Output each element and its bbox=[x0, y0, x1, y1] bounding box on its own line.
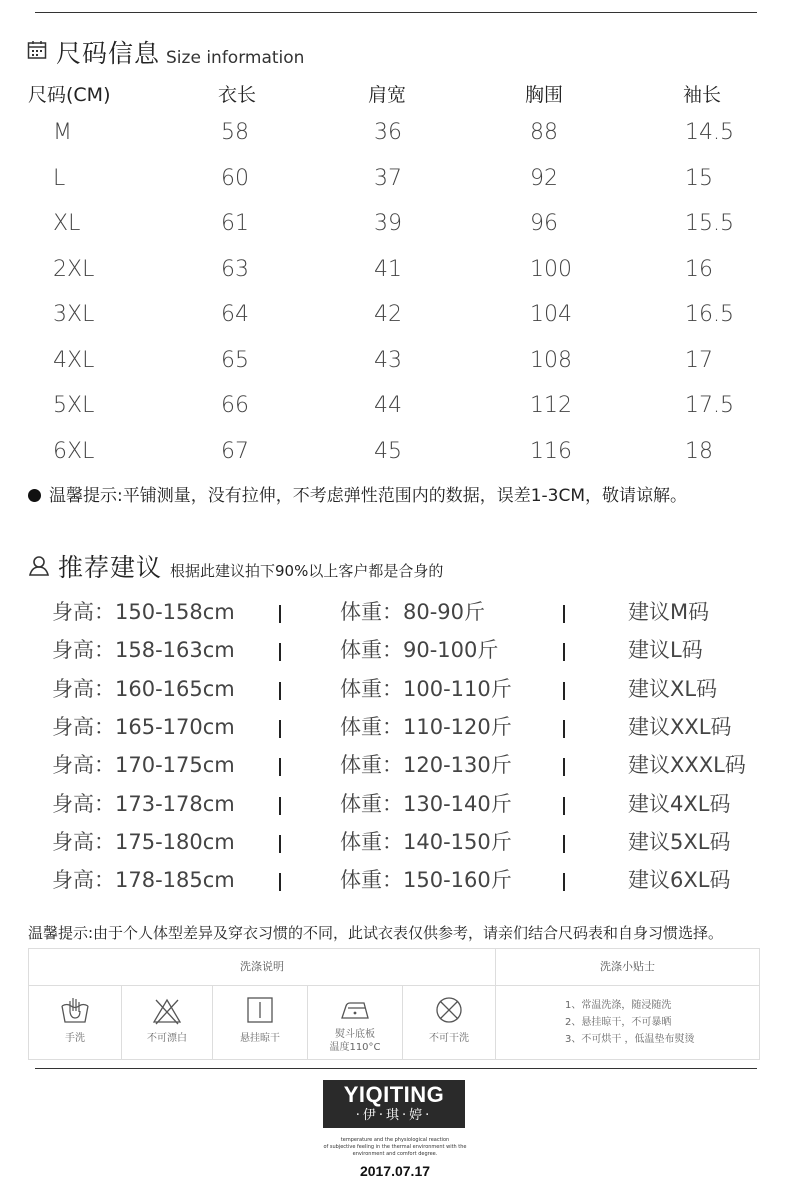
size-tip-text: 温馨提示:平铺测量，没有拉伸，不考虑弹性范围内的数据，误差1-3CM，敬请谅解。 bbox=[49, 486, 688, 506]
cell-sleeve: 16.5 bbox=[685, 302, 734, 327]
recommend-row bbox=[0, 749, 790, 785]
washing-tips bbox=[565, 997, 695, 1048]
recommend-size: 建议6XL码 bbox=[628, 868, 731, 893]
divider-bar bbox=[563, 605, 565, 623]
no-dry-clean-icon bbox=[434, 995, 464, 1025]
cell-size: XL bbox=[53, 211, 81, 236]
hang-dry-icon bbox=[246, 996, 274, 1024]
recommend-height: 身高：150-158cm bbox=[52, 600, 235, 624]
recommend-size: 建议5XL码 bbox=[628, 829, 731, 854]
recommend-size: 建议L码 bbox=[628, 638, 703, 663]
cell-size: 2XL bbox=[53, 256, 95, 282]
recommend-height: 身高：170-175cm bbox=[52, 753, 235, 778]
recommend-row bbox=[0, 826, 790, 862]
recommend-size: 建议XXL码 bbox=[628, 714, 732, 739]
cell-length: 60 bbox=[221, 165, 249, 191]
cell-sleeve: 17 bbox=[685, 347, 713, 373]
washing-header-right: 洗涤小贴士 bbox=[496, 949, 759, 986]
cell-sleeve: 18 bbox=[685, 438, 713, 464]
recommend-row bbox=[0, 711, 790, 747]
iron-label-1: 熨斗底板 bbox=[335, 1029, 375, 1040]
divider-bar bbox=[563, 682, 565, 700]
recommend-weight: 体重：120-130斤 bbox=[340, 753, 512, 778]
cell-length: 58 bbox=[221, 120, 249, 145]
size-row bbox=[28, 348, 768, 388]
iron-label-2: 温度110°C bbox=[329, 1042, 381, 1053]
divider-bar bbox=[279, 720, 281, 738]
iron-icon bbox=[338, 996, 372, 1024]
cell-length: 67 bbox=[221, 438, 249, 464]
size-row bbox=[28, 302, 768, 342]
hand-wash-icon bbox=[59, 994, 91, 1026]
divider-bar bbox=[279, 873, 281, 891]
size-title-cn: 尺码信息 bbox=[56, 39, 161, 68]
symbol-label: 手洗 bbox=[65, 1033, 85, 1044]
divider-bar bbox=[279, 835, 281, 853]
bullet-icon bbox=[28, 489, 41, 502]
cell-chest: 88 bbox=[530, 120, 558, 145]
header-length: 衣长 bbox=[218, 84, 257, 106]
recommend-row bbox=[0, 673, 790, 709]
divider-bar bbox=[563, 720, 565, 738]
washing-tip-2: 2、悬挂晾干，不可暴晒 bbox=[565, 1017, 672, 1028]
divider-bar bbox=[563, 835, 565, 853]
cell-length: 65 bbox=[221, 347, 249, 373]
cell-shoulder: 42 bbox=[374, 302, 402, 327]
recommend-size: 建议XL码 bbox=[628, 676, 718, 701]
size-tip bbox=[28, 481, 687, 506]
cell-length: 64 bbox=[221, 302, 249, 327]
fit-tip: 温馨提示:由于个人体型差异及穿衣习惯的不同，此试衣表仅供参考，请亲们结合尺码表和自身习惯选择。 bbox=[28, 924, 724, 942]
calendar-icon bbox=[27, 40, 47, 60]
recommend-title-cn: 推荐建议 bbox=[58, 553, 163, 582]
divider-bar bbox=[563, 797, 565, 815]
symbol-no-dry-clean bbox=[403, 986, 495, 1059]
cell-shoulder: 45 bbox=[374, 438, 402, 464]
cell-size: 3XL bbox=[53, 302, 95, 327]
brand-tagline bbox=[295, 1137, 495, 1158]
cell-chest: 108 bbox=[530, 347, 572, 373]
symbol-hand-wash bbox=[29, 986, 121, 1059]
washing-tip-3: 3、不可烘干 ，低温垫布熨烫 bbox=[565, 1034, 695, 1045]
recommend-row bbox=[0, 788, 790, 824]
cell-sleeve: 17.5 bbox=[685, 393, 734, 418]
cell-sleeve: 15 bbox=[685, 165, 713, 191]
person-icon bbox=[28, 555, 50, 577]
cell-chest: 116 bbox=[530, 438, 572, 464]
recommend-weight: 体重：80-90斤 bbox=[340, 600, 486, 624]
header-size: 尺码(CM) bbox=[28, 84, 111, 106]
symbol-label: 不可漂白 bbox=[147, 1033, 187, 1044]
recommend-weight: 体重：90-100斤 bbox=[340, 638, 499, 663]
cell-size: L bbox=[53, 165, 66, 191]
cell-sleeve: 16 bbox=[685, 256, 713, 282]
recommend-weight: 体重：110-120斤 bbox=[340, 714, 512, 739]
cell-size: M bbox=[53, 120, 72, 145]
divider-bar bbox=[279, 643, 281, 661]
recommend-row bbox=[0, 634, 790, 670]
recommend-weight: 体重：100-110斤 bbox=[340, 676, 512, 701]
tagline-line-1: temperature and the physiological reaction bbox=[340, 1137, 450, 1143]
header-sleeve: 袖长 bbox=[683, 84, 722, 106]
cell-shoulder: 43 bbox=[374, 347, 402, 373]
recommend-height: 身高：175-180cm bbox=[52, 829, 235, 854]
cell-size: 5XL bbox=[53, 393, 95, 418]
cell-shoulder: 41 bbox=[374, 256, 402, 282]
cell-shoulder: 37 bbox=[374, 165, 402, 191]
symbol-iron bbox=[308, 986, 402, 1059]
cell-shoulder: 44 bbox=[374, 393, 402, 418]
cell-sleeve: 14.5 bbox=[685, 120, 734, 145]
bottom-divider bbox=[35, 1068, 757, 1069]
size-table-header bbox=[28, 80, 768, 120]
top-divider bbox=[35, 12, 757, 13]
size-row bbox=[28, 211, 768, 251]
cell-chest: 104 bbox=[530, 302, 572, 327]
cell-length: 61 bbox=[221, 211, 249, 236]
recommend-size: 建议M码 bbox=[628, 600, 710, 624]
washing-header-left: 洗涤说明 bbox=[29, 949, 495, 986]
recommend-weight: 体重：130-140斤 bbox=[340, 791, 512, 816]
recommend-subtitle: 根据此建议拍下90%以上客户都是合身的 bbox=[170, 562, 444, 580]
symbol-label: 不可干洗 bbox=[429, 1033, 469, 1044]
recommend-height: 身高：158-163cm bbox=[52, 638, 235, 663]
cell-shoulder: 39 bbox=[374, 211, 402, 236]
recommend-size: 建议4XL码 bbox=[628, 791, 731, 816]
divider-bar bbox=[279, 797, 281, 815]
cell-chest: 112 bbox=[530, 393, 572, 418]
recommend-row bbox=[0, 596, 790, 632]
divider-bar bbox=[279, 758, 281, 776]
recommend-height: 身高：165-170cm bbox=[52, 714, 235, 739]
cell-size: 4XL bbox=[53, 347, 95, 373]
recommend-title bbox=[58, 548, 443, 584]
brand-logo bbox=[323, 1080, 465, 1128]
recommend-weight: 体重：140-150斤 bbox=[340, 829, 512, 854]
symbol-label bbox=[308, 1028, 402, 1054]
cell-chest: 92 bbox=[530, 165, 558, 191]
brand-name: YIQITING bbox=[343, 1082, 445, 1107]
divider-bar bbox=[563, 758, 565, 776]
symbol-label: 悬挂晾干 bbox=[240, 1033, 280, 1044]
size-row bbox=[28, 393, 768, 433]
size-row bbox=[28, 257, 768, 297]
tagline-line-2: of subjective feeling in the thermal environment with the bbox=[323, 1144, 467, 1150]
recommend-height: 身高：160-165cm bbox=[52, 676, 235, 701]
divider-bar bbox=[279, 605, 281, 623]
recommend-row bbox=[0, 864, 790, 900]
size-row bbox=[28, 120, 768, 160]
cell-chest: 96 bbox=[530, 211, 558, 236]
no-bleach-icon bbox=[152, 996, 182, 1026]
header-chest: 胸围 bbox=[525, 84, 564, 106]
recommend-size: 建议XXXL码 bbox=[628, 753, 746, 778]
size-info-title bbox=[56, 34, 304, 70]
header-shoulder: 肩宽 bbox=[368, 84, 407, 106]
recommend-height: 身高：173-178cm bbox=[52, 791, 235, 816]
tagline-line-3: environment and comfort degree. bbox=[352, 1151, 438, 1157]
size-title-en: Size information bbox=[166, 48, 305, 68]
divider-bar bbox=[563, 873, 565, 891]
symbol-hang-dry bbox=[213, 986, 307, 1059]
washing-tip-1: 1、常温洗涤，随浸随洗 bbox=[565, 1000, 672, 1011]
divider-bar bbox=[563, 643, 565, 661]
symbol-no-bleach bbox=[122, 986, 212, 1059]
cell-size: 6XL bbox=[53, 438, 95, 464]
recommend-height: 身高：178-185cm bbox=[52, 868, 235, 893]
divider-bar bbox=[279, 682, 281, 700]
size-row bbox=[28, 166, 768, 206]
recommend-weight: 体重：150-160斤 bbox=[340, 868, 512, 893]
cell-shoulder: 36 bbox=[374, 120, 402, 145]
size-row bbox=[28, 439, 768, 479]
cell-sleeve: 15.5 bbox=[685, 211, 734, 236]
date: 2017.07.17 bbox=[359, 1163, 431, 1179]
cell-length: 66 bbox=[221, 393, 249, 418]
brand-name-cn: ·伊·琪·婷· bbox=[355, 1108, 433, 1123]
cell-chest: 100 bbox=[530, 256, 572, 282]
cell-length: 63 bbox=[221, 256, 249, 282]
washing-panel bbox=[28, 948, 760, 1060]
